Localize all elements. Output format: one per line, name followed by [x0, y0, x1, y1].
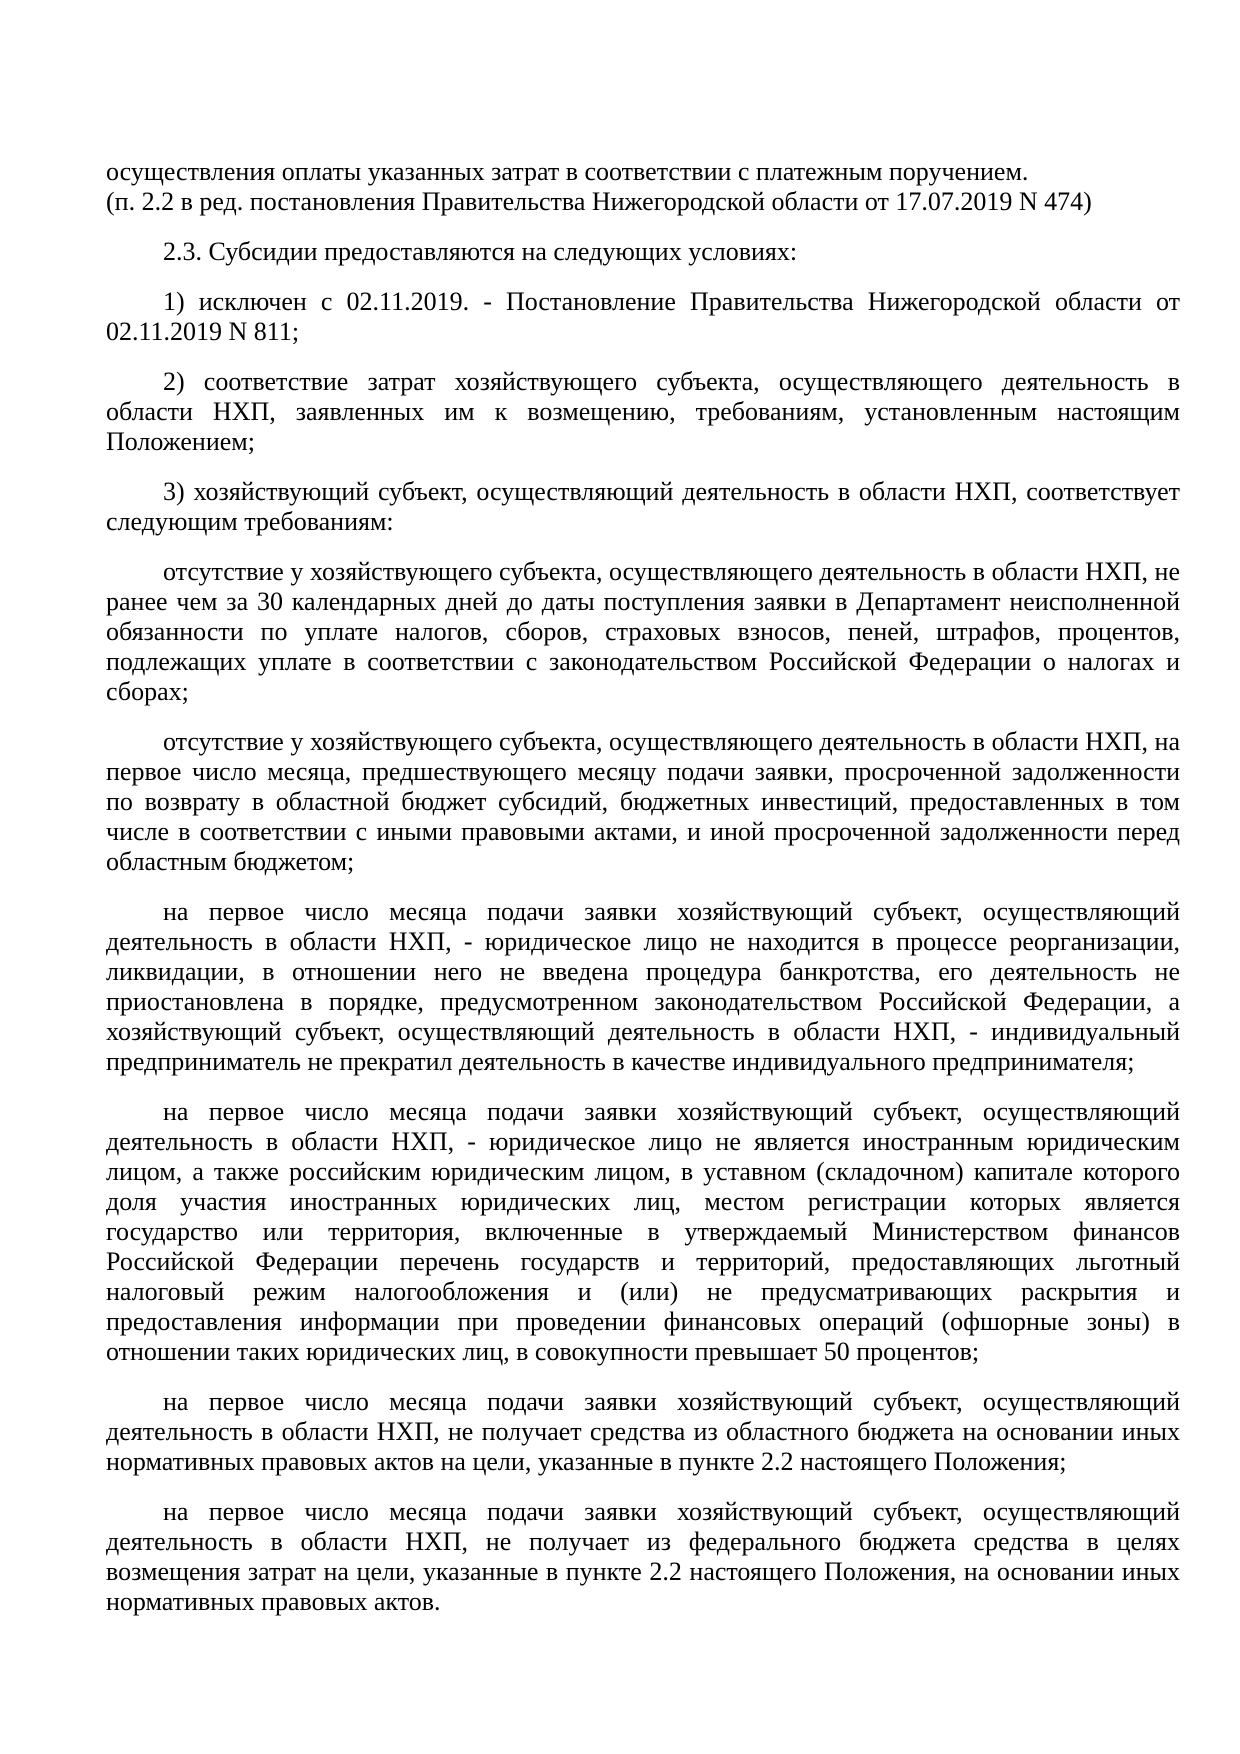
condition-item-1-excluded: 1) исключен с 02.11.2019. - Постановление Правительства Нижегородской области от 02.11.2019 N 811;	[106, 287, 1180, 346]
requirement-no-regional-budget-funds: на первое число месяца подачи заявки хозяйствующий субъект, осуществляющий деятельность в области НХП, не получает средства из областного бюджета на основании иных нормативных правовых актов на цели, указанные в пункте 2.2 настоящего Положения;	[106, 1387, 1180, 1476]
requirement-no-federal-budget-funds: на первое число месяца подачи заявки хозяйствующий субъект, осуществляющий деятельность в области НХП, не получает из федерального бюджета средства в целях возмещения затрат на цели, указанные в пункте 2.2 настоящего Положения, на основании иных нормативных правовых актов.	[106, 1497, 1180, 1616]
paragraph-continuation: осуществления оплаты указанных затрат в соответствии с платежным поручением.	[106, 157, 1029, 186]
document-text-block	[106, 157, 1180, 1617]
requirement-no-reorganization-bankruptcy: на первое число месяца подачи заявки хозяйствующий субъект, осуществляющий деятельность в области НХП, - юридическое лицо не находится в процессе реорганизации, ликвидации, в отношении него не введена процедура банкротства, его деятельность не приостановлена в порядке, предусмотренном законодательством Российской Федерации, а хозяйствующий субъект, осуществляющий деятельность в области НХП, - индивидуальный предприниматель не прекратил деятельность в качестве индивидуального предпринимателя;	[106, 897, 1180, 1076]
amendment-note-clause-2-2: (п. 2.2 в ред. постановления Правительства Нижегородской области от 17.07.2019 N 474)	[106, 187, 1092, 216]
clause-2-3-heading: 2.3. Субсидии предоставляются на следующих условиях:	[163, 237, 798, 266]
requirement-no-overdue-budget-debt: отсутствие у хозяйствующего субъекта, осуществляющего деятельность в области НХП, на первое число месяца, предшествующего месяцу подачи заявки, просроченной задолженности по возврату в областной бюджет субсидий, бюджетных инвестиций, предоставленных в том числе в соответствии с иными правовыми актами, и иной просроченной задолженности перед областным бюджетом;	[106, 727, 1180, 876]
condition-item-2: 2) соответствие затрат хозяйствующего субъекта, осуществляющего деятельность в области НХП, заявленных им к возмещению, требованиям, установленным настоящим Положением;	[106, 367, 1180, 456]
requirement-no-unpaid-taxes: отсутствие у хозяйствующего субъекта, осуществляющего деятельность в области НХП, не ранее чем за 30 календарных дней до даты поступления заявки в Департамент неисполненной обязанности по уплате налогов, сборов, страховых взносов, пеней, штрафов, процентов, подлежащих уплате в соответствии с законодательством Российской Федерации о налогах и сборах;	[106, 557, 1180, 706]
requirement-not-foreign-entity: на первое число месяца подачи заявки хозяйствующий субъект, осуществляющий деятельность в области НХП, - юридическое лицо не является иностранным юридическим лицом, а также российским юридическим лицом, в уставном (складочном) капитале которого доля участия иностранных юридических лиц, местом регистрации которых является государство или территория, включенные в утверждаемый Министерством финансов Российской Федерации перечень государств и территорий, предоставляющих льготный налоговый режим налогообложения и (или) не предусматривающих раскрытия и предоставления информации при проведении финансовых операций (офшорные зоны) в отношении таких юридических лиц, в совокупности превышает 50 процентов;	[106, 1097, 1180, 1366]
condition-item-3: 3) хозяйствующий субъект, осуществляющий деятельность в области НХП, соответствует следующим требованиям:	[106, 477, 1180, 536]
